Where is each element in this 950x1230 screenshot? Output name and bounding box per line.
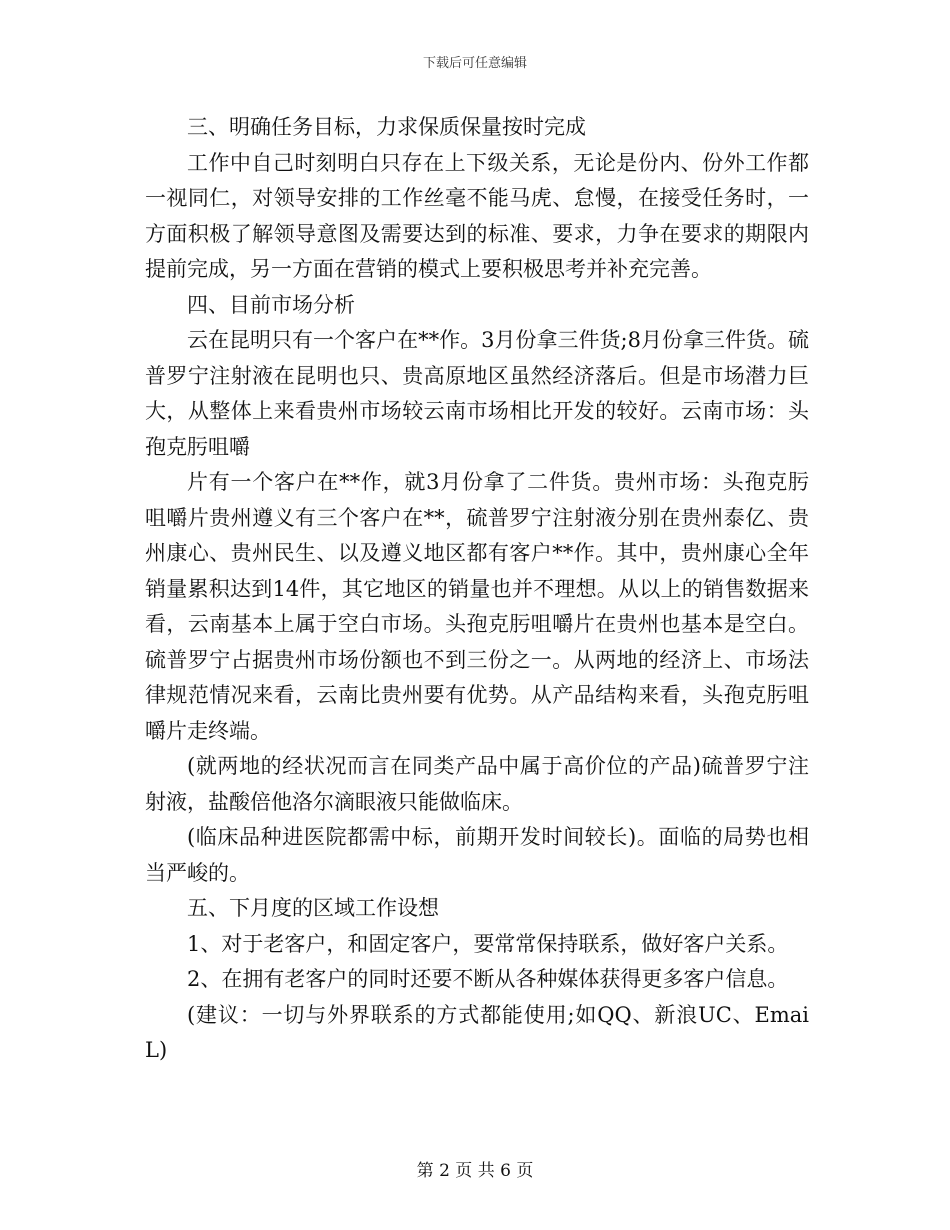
page-footer: 第 2 页 共 6 页 bbox=[416, 1161, 534, 1181]
paragraph: 云在昆明只有一个客户在**作。3月份拿三件货;8月份拿三件货。硫普罗宁注射液在昆明也只、贵高原地区虽然经济落后。但是市场潜力巨大，从整体上来看贵州市场较云南市场相比开发的较好。云南市场：头孢克肟咀嚼 bbox=[145, 328, 809, 459]
section-heading-4: 四、目前市场分析 bbox=[187, 292, 355, 317]
list-item: 2、在拥有老客户的同时还要不断从各种媒体获得更多客户信息。 bbox=[187, 967, 789, 991]
list-item: 1、对于老客户，和固定客户，要常常保持联系，做好客户关系。 bbox=[187, 931, 789, 956]
page-header: 下载后可任意编辑 bbox=[422, 56, 527, 71]
paragraph: (建议：一切与外界联系的方式都能使用;如QQ、新浪UC、EmaiL) bbox=[145, 1002, 809, 1062]
paragraph: 工作中自己时刻明白只存在上下级关系，无论是份内、份外工作都一视同仁，对领导安排的工作丝毫不能马虎、怠慢，在接受任务时，一方面积极了解领导意图及需要达到的标准、要求，力争在要求的期限内提前完成，另一方面在营销的模式上要积极思考并补充完善。 bbox=[145, 150, 809, 281]
paragraph: (临床品种进医院都需中标，前期开发时间较长)。面临的局势也相当严峻的。 bbox=[145, 825, 809, 885]
section-heading-3: 三、明确任务目标，力求保质保量按时完成 bbox=[187, 115, 586, 139]
paragraph: (就两地的经状况而言在同类产品中属于高价位的产品)硫普罗宁注射液，盐酸倍他洛尔滴眼液只能做临床。 bbox=[145, 754, 809, 814]
section-heading-5: 五、下月度的区域工作设想 bbox=[187, 896, 439, 920]
document-body bbox=[145, 110, 809, 1069]
paragraph: 片有一个客户在**作，就3月份拿了二件货。贵州市场：头孢克肟咀嚼片贵州遵义有三个客户在**，硫普罗宁注射液分别在贵州泰亿、贵州康心、贵州民生、以及遵义地区都有客户**作。其中，贵州康心全年销量累积达到14件，其它地区的销量也并不理想。从以上的销售数据来看，云南基本上属于空白市场。头孢克肟咀嚼片在贵州也基本是空白。硫普罗宁占据贵州市场份额也不到三份之一。从两地的经济上、市场法律规范情况来看，云南比贵州要有优势。从产品结构来看，头孢克肟咀嚼片走终端。 bbox=[145, 470, 809, 743]
